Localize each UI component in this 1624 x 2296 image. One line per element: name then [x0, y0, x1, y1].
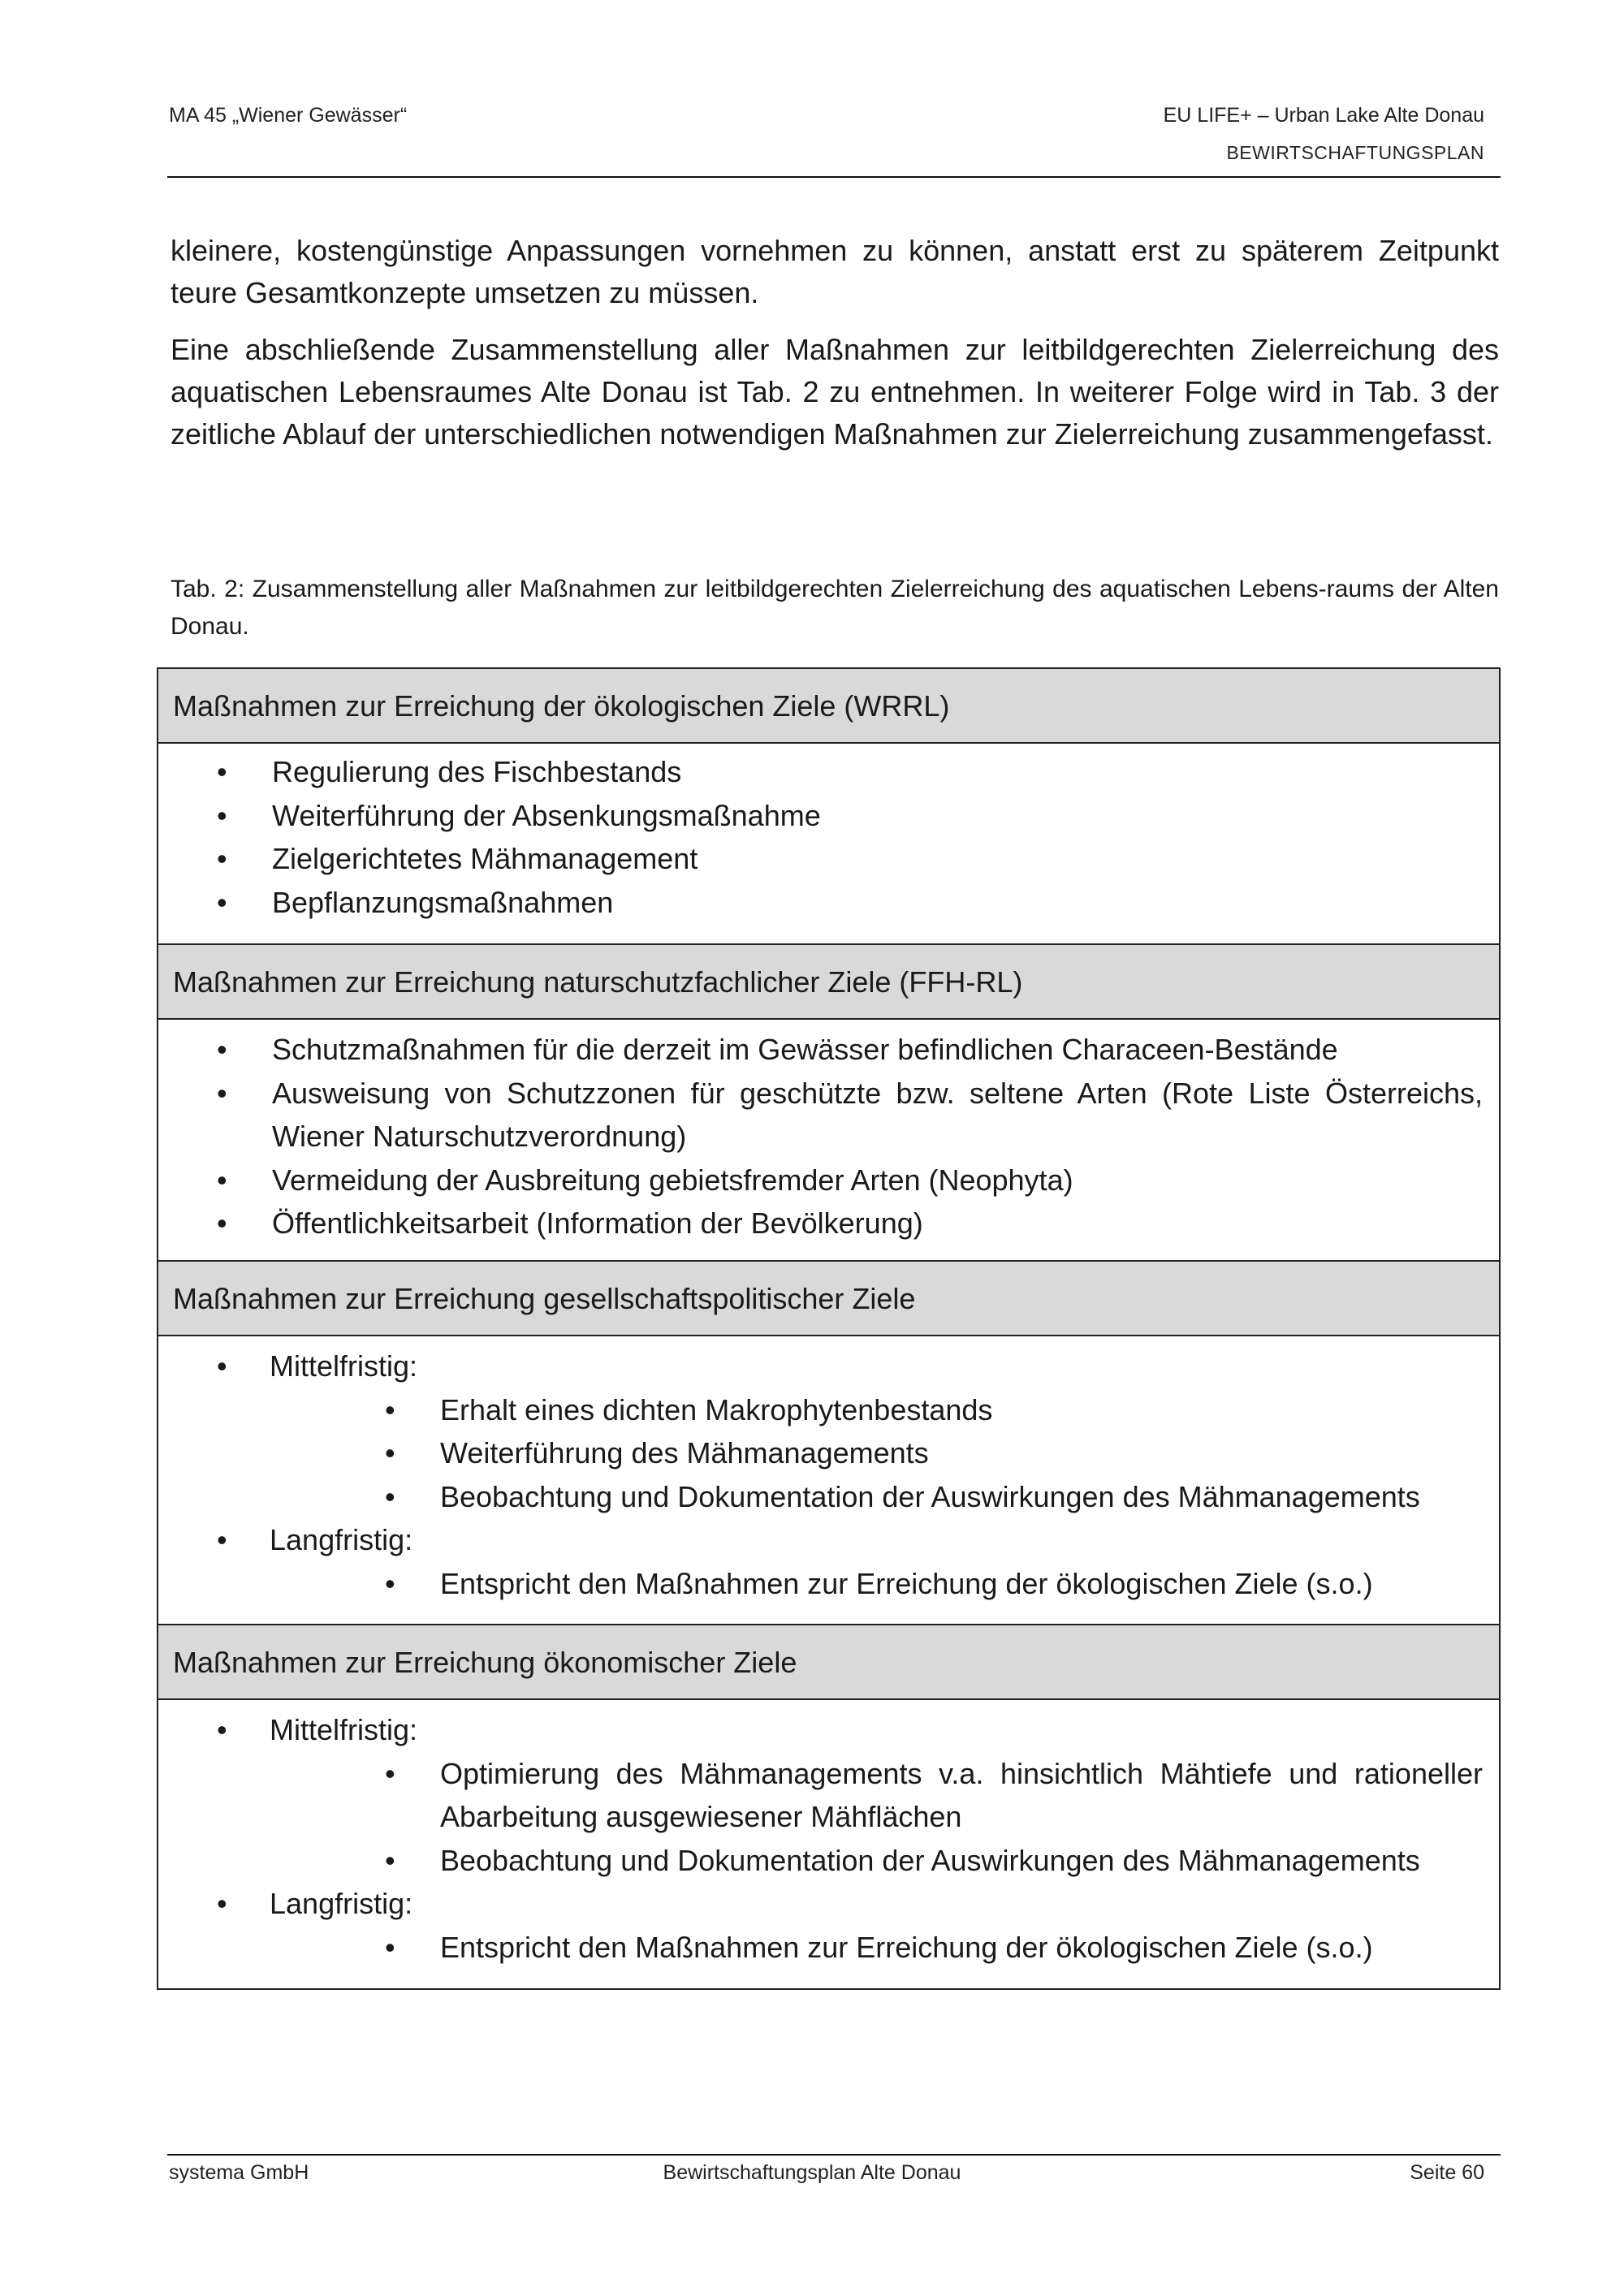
- list-group: [158, 1518, 1483, 1605]
- list-item: • Schutzmaßnahmen für die derzeit im Gewässer befindlichen Characeen-Bestände: [158, 1028, 1483, 1072]
- group-label: Mittelfristig:: [270, 1713, 418, 1746]
- paragraph-2: Eine abschließende Zusammenstellung aller Maßnahmen zur leitbildgerechten Zielerreichung des aquatischen Lebensraumes Alte Donau ist Tab. 2 zu entnehmen. In weiterer Folge wird in Tab. 3 der zeitliche Ablauf der unterschiedlichen notwendigen Maßnahmen zur Zielerreichung zusammengefasst.: [171, 333, 1499, 451]
- footer-document-title: Bewirtschaftungsplan Alte Donau: [663, 2161, 961, 2184]
- list-item: • Entspricht den Maßnahmen zur Erreichung der ökologischen Ziele (s.o.): [158, 1562, 1483, 1606]
- section-heading-sociopolitical: Maßnahmen zur Erreichung gesellschaftspolitischer Ziele: [158, 1262, 1499, 1336]
- header-rule: [167, 176, 1501, 178]
- list-item: • Weiterführung der Absenkungsmaßnahme: [158, 794, 1483, 838]
- paragraph-1: kleinere, kostengünstige Anpassungen vornehmen zu können, anstatt erst zu späterem Zeitpunkt teure Gesamtkonzepte umsetzen zu müssen.: [171, 234, 1499, 309]
- list-item: • Zielgerichtetes Mähmanagement: [158, 837, 1483, 881]
- list-group: [158, 1344, 1483, 1518]
- list-item: • Öffentlichkeitsarbeit (Information der Bevölkerung): [158, 1202, 1483, 1245]
- bullet-list: [158, 1708, 1483, 1969]
- list-item: • Beobachtung und Dokumentation der Auswirkungen des Mähmanagements: [158, 1839, 1483, 1883]
- list-item: • Entspricht den Maßnahmen zur Erreichung der ökologischen Ziele (s.o.): [158, 1926, 1483, 1970]
- section-heading-economic: Maßnahmen zur Erreichung ökonomischer Ziele: [158, 1625, 1499, 1700]
- group-label: Langfristig:: [270, 1523, 413, 1556]
- group-label: Langfristig:: [270, 1887, 413, 1920]
- list-item: • Vermeidung der Ausbreitung gebietsfremder Arten (Neophyta): [158, 1159, 1483, 1202]
- bullet-list: [158, 750, 1483, 924]
- section-heading-nature-conservation: Maßnahmen zur Erreichung naturschutzfachlicher Ziele (FFH-RL): [158, 945, 1499, 1020]
- header-right-subtitle: BEWIRTSCHAFTUNGSPLAN: [1226, 142, 1484, 163]
- list-item: • Ausweisung von Schutzzonen für geschützte bzw. seltene Arten (Rote Liste Österreichs, Wiener Naturschutzverordnung): [158, 1072, 1483, 1159]
- table-caption: Tab. 2: Zusammenstellung aller Maßnahmen zur leitbildgerechten Zielerreichung des aquatischen Lebens-raums der Alten Donau.: [171, 576, 1499, 640]
- sub-bullet-list: [270, 1388, 1483, 1519]
- list-group: [158, 1882, 1483, 1969]
- measures-table: [157, 667, 1501, 1990]
- footer-company: systema GmbH: [169, 2161, 309, 2184]
- section-body-nature-conservation: [158, 1020, 1499, 1262]
- bullet-list: [158, 1028, 1483, 1245]
- list-item: • Bepflanzungsmaßnahmen: [158, 881, 1483, 925]
- footer-page-number: Seite 60: [1410, 2161, 1484, 2184]
- list-item: • Beobachtung und Dokumentation der Auswirkungen des Mähmanagements: [158, 1475, 1483, 1519]
- section-heading-ecological: Maßnahmen zur Erreichung der ökologischen Ziele (WRRL): [158, 669, 1499, 744]
- bullet-list: [158, 1344, 1483, 1605]
- list-item: • Weiterführung des Mähmanagements: [158, 1431, 1483, 1475]
- list-item: • Regulierung des Fischbestands: [158, 750, 1483, 794]
- group-label: Mittelfristig:: [270, 1349, 418, 1383]
- header-left: MA 45 „Wiener Gewässer“: [169, 104, 408, 127]
- list-group: [158, 1708, 1483, 1882]
- section-body-ecological: [158, 744, 1499, 945]
- sub-bullet-list: [270, 1562, 1483, 1606]
- footer-rule: [167, 2154, 1501, 2156]
- list-item: • Optimierung des Mähmanagements v.a. hinsichtlich Mähtiefe und rationeller Abarbeitung ausgewiesener Mähflächen: [158, 1752, 1483, 1839]
- section-body-economic: [158, 1700, 1499, 1988]
- header-right-title: EU LIFE+ – Urban Lake Alte Donau: [1163, 104, 1484, 127]
- sub-bullet-list: [270, 1752, 1483, 1883]
- section-body-sociopolitical: [158, 1336, 1499, 1625]
- list-item: • Erhalt eines dichten Makrophytenbestands: [158, 1388, 1483, 1432]
- sub-bullet-list: [270, 1926, 1483, 1970]
